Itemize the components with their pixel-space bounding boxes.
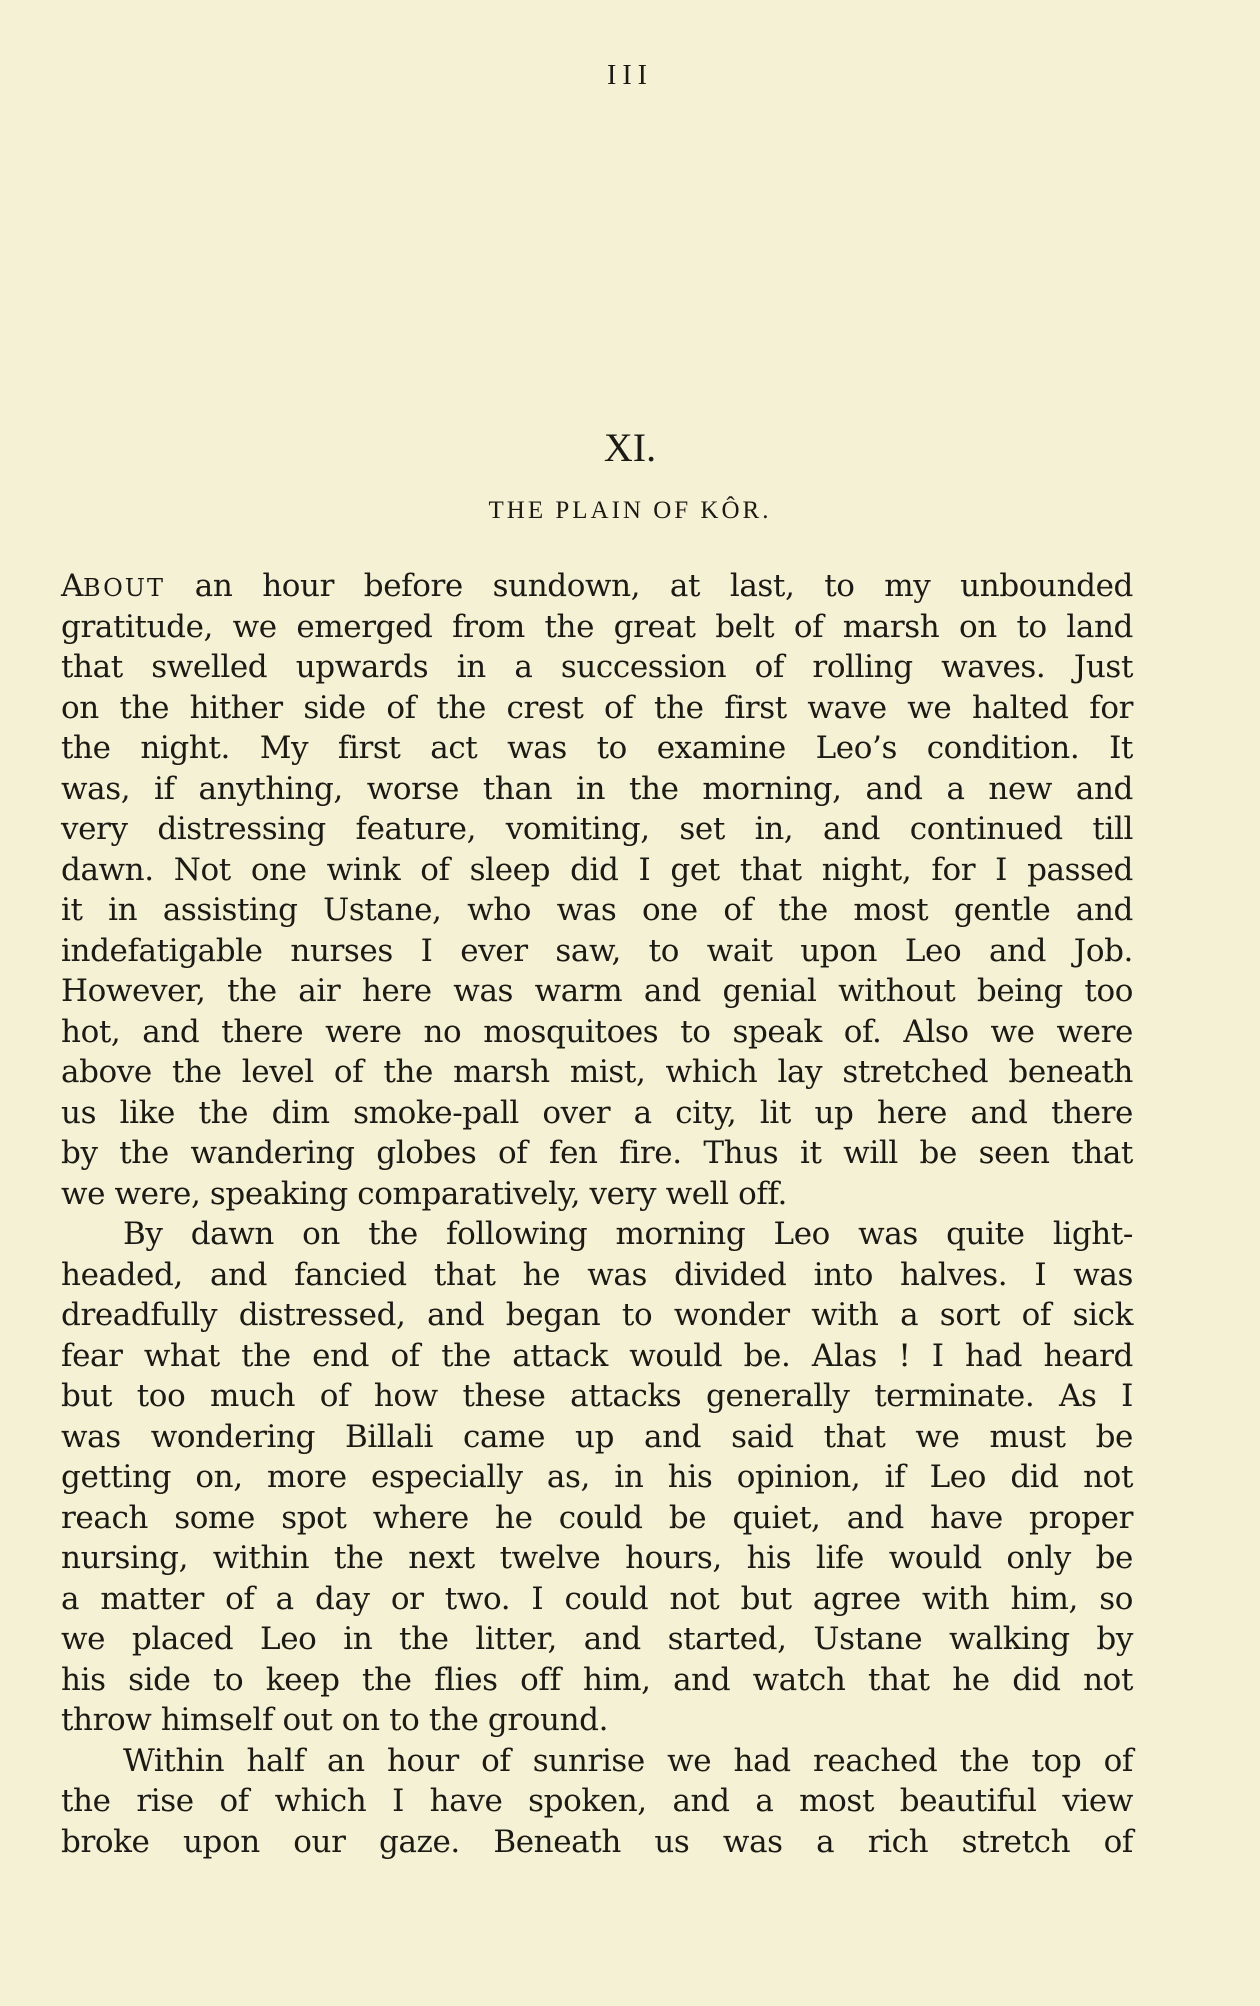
text-line: By dawn on the following morning Leo was quite light-: [123, 1216, 1133, 1252]
text-line: headed, and fancied that he was divided into halves. I was: [61, 1256, 1133, 1293]
text-line: his side to keep the flies off him, and watch that he did not: [61, 1661, 1133, 1698]
text-line: nursing, within the next twelve hours, his life would only be: [61, 1540, 1133, 1576]
text-line: on the hither side of the crest of the first wave we halted for: [61, 689, 1133, 726]
drop-word-rest: BOUT: [83, 574, 165, 602]
page-number: III: [607, 60, 653, 91]
chapter-number: XI.: [603, 425, 657, 470]
text-line: was, if anything, worse than in the morning, and a new and: [61, 770, 1133, 807]
text-line: getting on, more especially as, in his opinion, if Leo did not: [61, 1459, 1133, 1495]
text-line: Within half an hour of sunrise we had reached the top of: [123, 1742, 1133, 1779]
text-line: we placed Leo in the litter, and started, Ustane walking by: [61, 1621, 1133, 1657]
body-text: [61, 566, 1133, 1862]
text-line: the rise of which I have spoken, and a most beautiful view: [61, 1783, 1133, 1819]
text-line: was wondering Billali came up and said that we must be: [61, 1418, 1133, 1455]
first-line-rest: an hour before sundown, at last, to my unbounded: [165, 568, 1133, 604]
text-line: us like the dim smoke-pall over a city, lit up here and there: [61, 1094, 1133, 1131]
text-line: by the wandering globes of fen fire. Thus it will be seen that: [61, 1135, 1133, 1171]
text-line: that swelled upwards in a succession of rolling waves. Just: [61, 649, 1133, 685]
text-line: very distressing feature, vomiting, set in, and continued till: [61, 811, 1133, 847]
text-line: we were, speaking comparatively, very well off.: [61, 1175, 787, 1212]
text-line: dreadfully distressed, and began to wonder with a sort of sick: [61, 1297, 1133, 1333]
text-line: broke upon our gaze. Beneath us was a rich stretch of: [61, 1823, 1133, 1860]
text-line: the night. My first act was to examine Leo’s condition. It: [61, 730, 1133, 766]
text-line: [61, 566, 1133, 607]
text-line: reach some spot where he could be quiet, and have proper: [61, 1499, 1133, 1536]
text-line: gratitude, we emerged from the great belt of marsh on to land: [61, 608, 1133, 645]
text-line: it in assisting Ustane, who was one of the most gentle and: [61, 892, 1133, 928]
text-line: hot, and there were no mosquitoes to speak of. Also we were: [61, 1013, 1133, 1050]
text-line: However, the air here was warm and genial without being too: [61, 973, 1133, 1009]
chapter-title: THE PLAIN OF KÔR.: [488, 497, 772, 524]
drop-word-first: A: [61, 568, 83, 604]
text-line: dawn. Not one wink of sleep did I get that night, for I passed: [61, 851, 1133, 888]
text-line: fear what the end of the attack would be. Alas ! I had heard: [61, 1337, 1133, 1374]
text-line: indefatigable nurses I ever saw, to wait upon Leo and Job.: [61, 932, 1133, 969]
text-line: above the level of the marsh mist, which lay stretched beneath: [61, 1054, 1133, 1090]
text-line: but too much of how these attacks generally terminate. As I: [61, 1378, 1133, 1414]
text-line: throw himself out on to the ground.: [61, 1702, 609, 1738]
text-line: a matter of a day or two. I could not but agree with him, so: [61, 1580, 1133, 1617]
